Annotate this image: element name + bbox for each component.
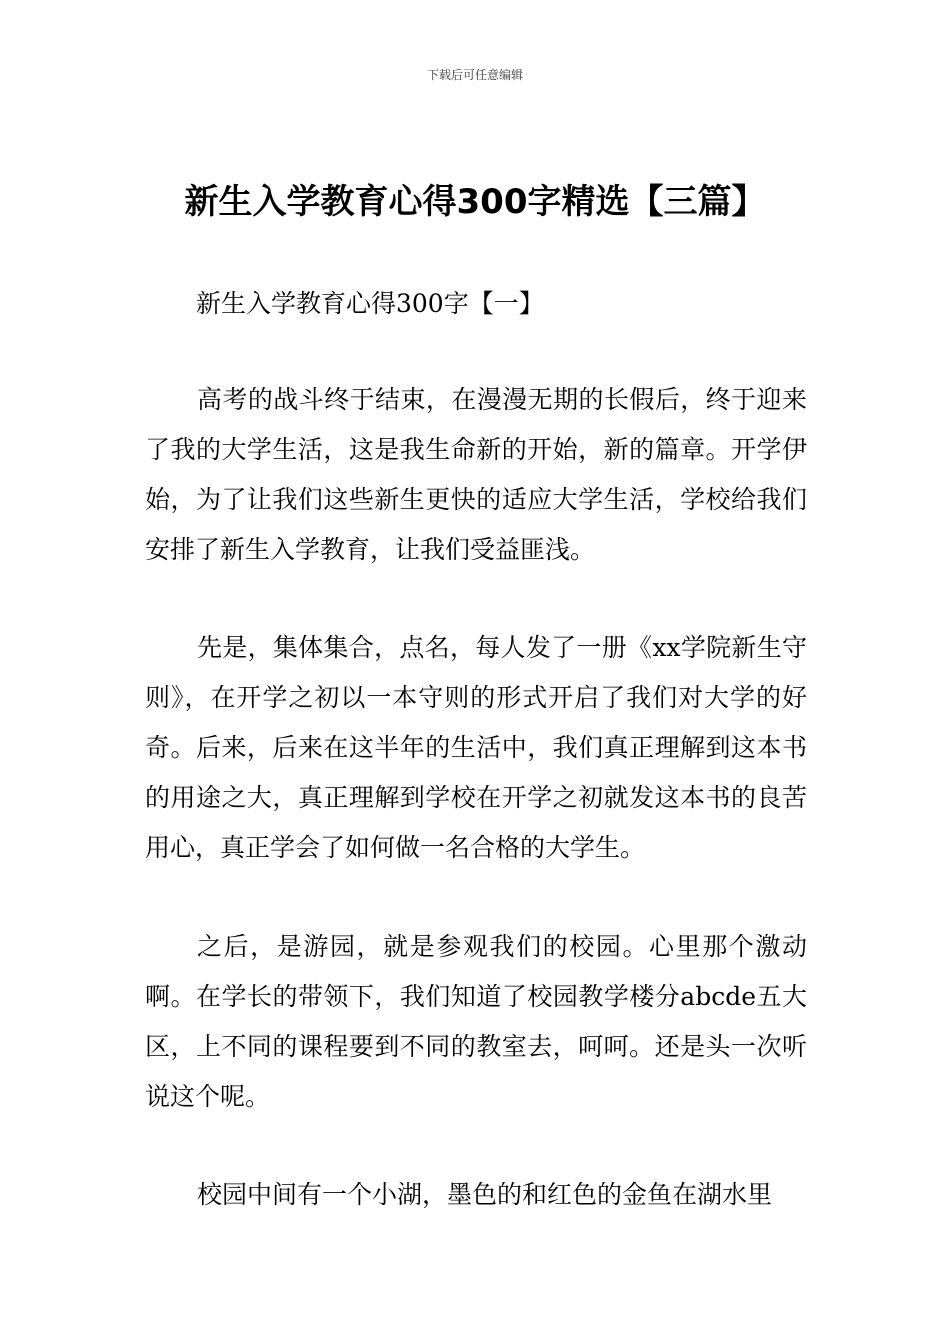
paragraph: 高考的战斗终于结束，在漫漫无期的长假后，终于迎来了我的大学生活，这是我生命新的开始，新的篇章。开学伊始，为了让我们这些新生更快的适应大学生活，学校给我们安排了新生入学教育，让我们受益匪浅。: [145, 385, 807, 564]
paragraph: 之后，是游园，就是参观我们的校园。心里那个激动啊。在学长的带领下，我们知道了校园教学楼分abcde五大区，上不同的课程要到不同的教室去，呵呵。还是头一次听说这个呢。: [145, 932, 807, 1111]
header-note: 下载后可任意编辑: [426, 68, 523, 82]
paragraph: 校园中间有一个小湖，墨色的和红色的金鱼在湖水里: [197, 1180, 773, 1209]
document-title: 新生入学教育心得300字精选【三篇】: [184, 182, 766, 222]
section-title: 新生入学教育心得300字【一】: [196, 289, 544, 318]
paragraph: 先是，集体集合，点名，每人发了一册《xx学院新生守则》，在开学之初以一本守则的形式开启了我们对大学的好奇。后来，后来在这半年的生活中，我们真正理解到这本书的用途之大，真正理解到学校在开学之初就发这本书的良苦用心，真正学会了如何做一名合格的大学生。: [145, 633, 807, 862]
